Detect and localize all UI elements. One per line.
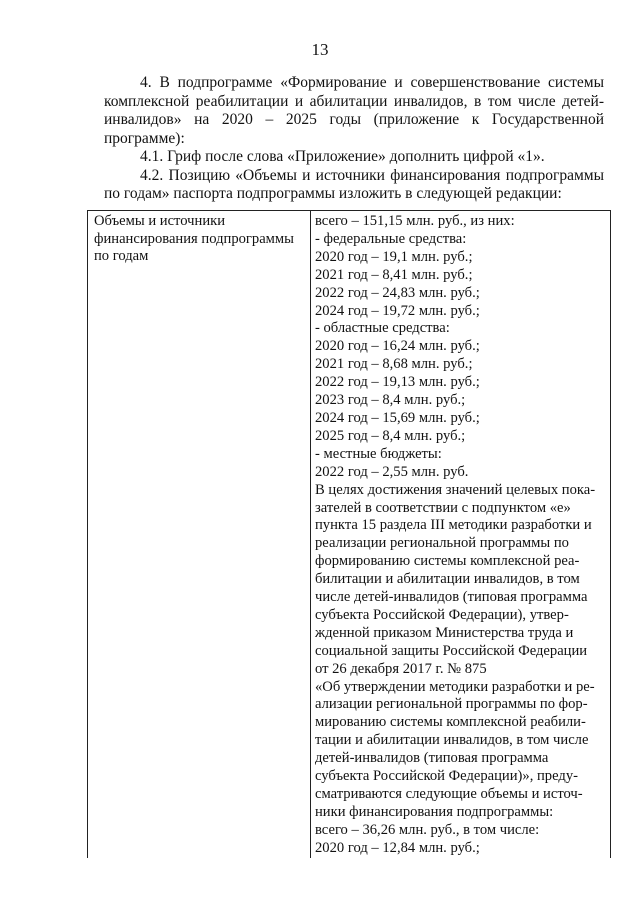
value-line: ализации региональной программы по фор- <box>315 696 588 713</box>
paragraph-item-4: 4. В подпрограмме «Формирование и совершенствование системы комплексной реабилитации и абилитации инвалидов, в том числе детей-инвалидов» на 2020 – 2025 годы (приложение к Государственной программе): <box>104 74 604 147</box>
value-line: 2020 год – 19,1 млн. руб.; <box>315 248 473 265</box>
value-line: мированию системы комплексной реабили- <box>315 714 586 731</box>
value-line: 2020 год – 16,24 млн. руб.; <box>315 338 480 355</box>
table-row <box>88 211 611 858</box>
value-line: формированию системы комплексной реа- <box>315 553 580 570</box>
value-line: тации и абилитации инвалидов, в том числе <box>315 732 589 749</box>
value-line: реализации региональной программы по <box>315 535 569 552</box>
value-line: числе детей-инвалидов (типовая программа <box>315 589 588 606</box>
value-line: 2024 год – 15,69 млн. руб.; <box>315 409 480 426</box>
value-line: ники финансирования подпрограммы: <box>315 803 554 820</box>
table-cell-value <box>311 211 611 858</box>
value-line: детей-инвалидов (типовая программа <box>315 750 549 767</box>
paragraph-item-4-1: 4.1. Гриф после слова «Приложение» дополнить цифрой «1». <box>140 148 545 165</box>
value-line: всего – 36,26 млн. руб., в том числе: <box>315 821 540 838</box>
value-line: 2020 год – 12,84 млн. руб.; <box>315 839 480 856</box>
value-line: 2024 год – 19,72 млн. руб.; <box>315 302 480 319</box>
value-line: пункта 15 раздела III методики разработки и <box>315 517 592 534</box>
passport-table <box>87 210 611 858</box>
value-line: - областные средства: <box>315 320 450 337</box>
value-line: субъекта Российской Федерации), утвер- <box>315 606 569 623</box>
value-line: 2021 год – 8,41 млн. руб.; <box>315 266 473 283</box>
value-line: 2022 год – 2,55 млн. руб. <box>315 463 469 480</box>
value-line: жденной приказом Министерства труда и <box>315 624 574 641</box>
value-line: всего – 151,15 млн. руб., из них: <box>315 213 515 229</box>
value-line: «Об утверждении методики разработки и ре- <box>315 678 595 695</box>
paragraph-item-4-2: 4.2. Позицию «Объемы и источники финансирования подпрограммы по годам» паспорта подпрограммы изложить в следующей редакции: <box>104 166 604 202</box>
value-line: В целях достижения значений целевых пока- <box>315 481 596 498</box>
value-line: 2022 год – 24,83 млн. руб.; <box>315 284 480 301</box>
value-line: 2022 год – 19,13 млн. руб.; <box>315 374 480 391</box>
table-cell-label: Объемы и источники финансирования подпрограммы по годам <box>88 211 311 858</box>
value-line: от 26 декабря 2017 г. № 875 <box>315 660 487 677</box>
value-line: социальной защиты Российской Федерации <box>315 642 588 659</box>
value-line: сматриваются следующие объемы и источ- <box>315 786 583 802</box>
page-number: 13 <box>311 40 329 59</box>
value-line: 2023 год – 8,4 млн. руб.; <box>315 392 466 409</box>
value-line: 2021 год – 8,68 млн. руб.; <box>315 356 473 373</box>
value-line: зателей в соответствии с подпунктом «е» <box>315 499 571 516</box>
value-line: субъекта Российской Федерации)», преду- <box>315 768 578 785</box>
value-line: 2025 год – 8,4 млн. руб.; <box>315 427 466 444</box>
value-line: - местные бюджеты: <box>315 445 442 462</box>
value-line: билитации и абилитации инвалидов, в том <box>315 571 580 588</box>
value-line: - федеральные средства: <box>315 230 467 247</box>
intro-text <box>104 74 604 204</box>
